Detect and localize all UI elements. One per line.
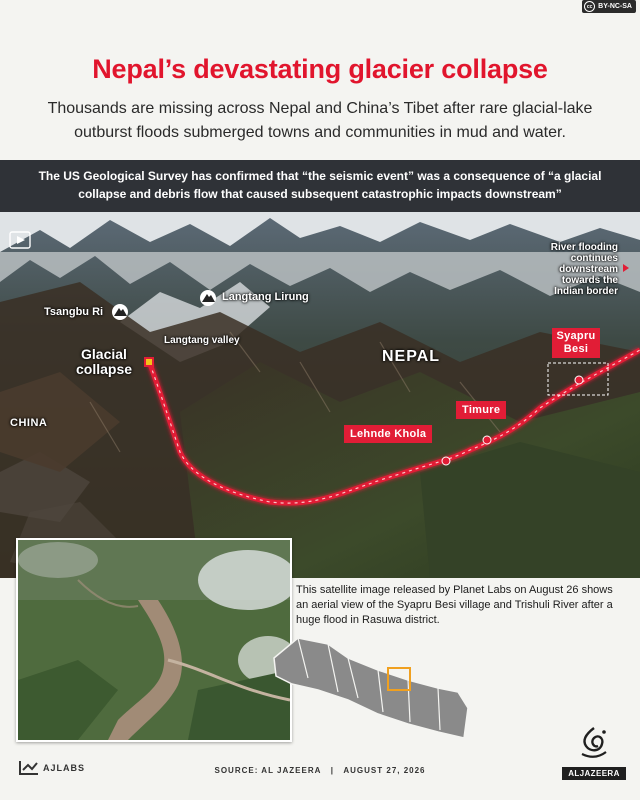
timure-marker: [483, 436, 491, 444]
satellite-illustration: [18, 540, 290, 740]
label-glacial-collapse: Glacial collapse: [75, 346, 133, 377]
terrain-map: [0, 212, 640, 578]
label-tsangbu-ri: Tsangbu Ri: [44, 306, 104, 318]
label-langtang-lirung: Langtang Lirung: [222, 291, 309, 303]
source-line: SOURCE: AL JAZEERA | AUGUST 27, 2026: [214, 766, 426, 775]
satellite-caption: This satellite image released by Planet Labs on August 26 shows an aerial view of the Syapru Besi village and Trishuli River after a huge flood in Rasuwa district.: [296, 584, 613, 626]
syapru-besi-marker: [575, 376, 583, 384]
mountain-icon: [200, 290, 216, 306]
page-subtitle: Thousands are missing across Nepal and China’s Tibet after rare glacial-lake outburst floods submerged towns and communities in mud and water.: [47, 100, 593, 141]
label-river-note: River flooding continues downstream towards the Indian border: [550, 242, 618, 297]
banner-text: The US Geological Survey has confirmed that “the seismic event” was a consequence of “a glacial collapse and debris flow that caused subsequent catastrophic impacts downstream”: [38, 169, 602, 201]
nepal-inset-map: [268, 628, 478, 748]
nepal-outline: [268, 628, 478, 748]
tag-timure: Timure: [456, 401, 506, 419]
label-langtang-valley: Langtang valley: [164, 335, 240, 346]
aljazeera-calligraphy-icon: [576, 726, 612, 760]
glacial-collapse-marker: [145, 358, 153, 366]
mountain-icon: [112, 304, 128, 320]
creative-commons-icon: cc: [584, 1, 595, 12]
ajlabs-text: AJLABS: [43, 763, 86, 773]
label-china: CHINA: [10, 417, 48, 429]
tag-syapru-besi: Syapru Besi: [552, 328, 600, 358]
label-nepal: NEPAL: [382, 348, 441, 365]
license-text: BY-NC-SA: [598, 3, 632, 10]
satellite-image: [16, 538, 292, 742]
aljazeera-wordmark: ALJAZEERA: [562, 767, 626, 780]
aljazeera-logo: [562, 726, 626, 780]
page-title: Nepal’s devastating glacier collapse: [92, 54, 548, 84]
quote-banner: [0, 160, 640, 212]
license-badge: [582, 0, 636, 13]
tag-lehnde-khola: Lehnde Khola: [344, 425, 432, 443]
lehnde-khola-marker: [442, 457, 450, 465]
